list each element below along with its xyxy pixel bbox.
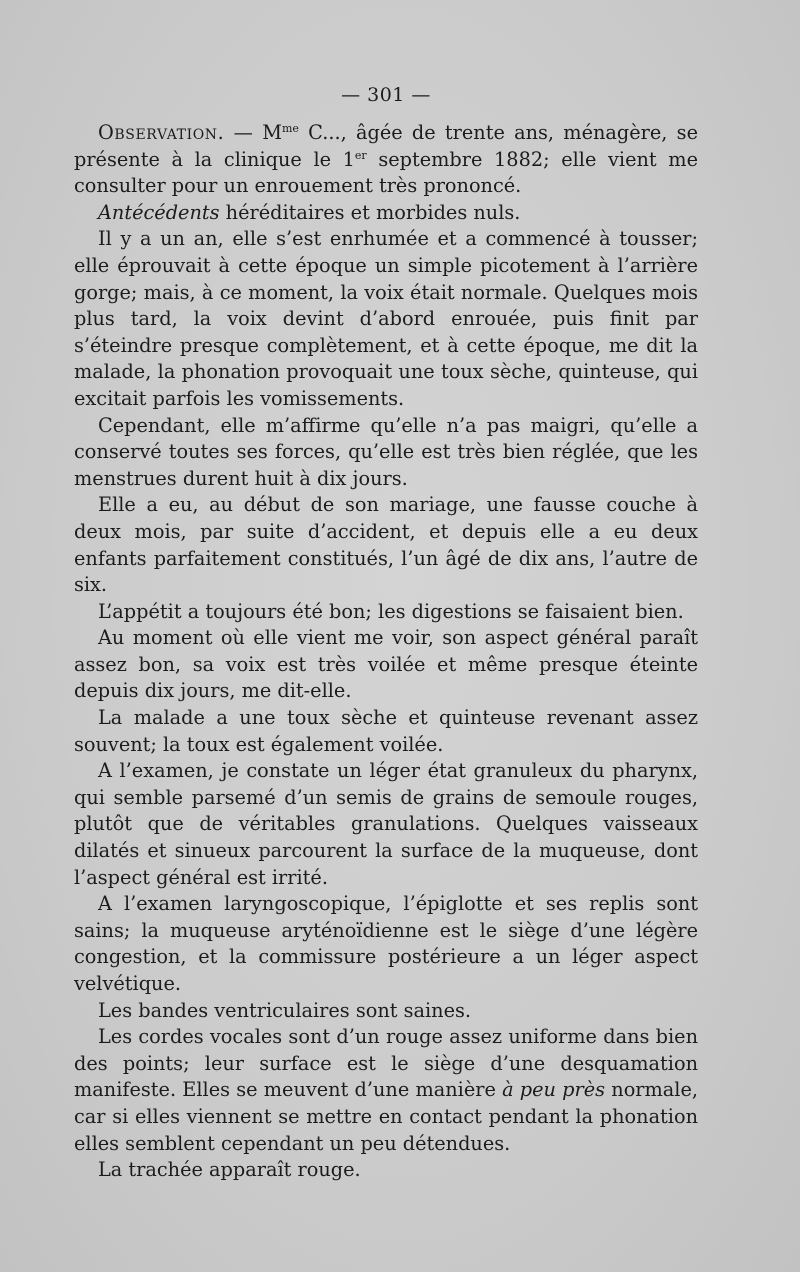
- paragraph-antecedents: [74, 200, 698, 227]
- paragraph-appetite: L’appétit a toujours été bon; les digestions se faisaient bien.: [98, 599, 684, 623]
- superscript-er: er: [354, 148, 367, 162]
- paragraph-visit: Au moment où elle vient me voir, son aspect général paraît assez bon, sa voix est très voilée et même presque éteinte depuis dix jours, me dit-elle.: [74, 626, 698, 703]
- paragraph-laryngoscopy: A l’examen laryngoscopique, l’épiglotte et ses replis sont sains; la muqueuse aryténoïdienne est le siège d’une légère congestion, et la commissure postérieure a un léger aspect velvétique.: [74, 892, 698, 995]
- title-m: M: [262, 121, 282, 144]
- page-body: [74, 120, 698, 1184]
- italic-term: Antécédents: [98, 200, 220, 224]
- paragraph-trachea: La trachée apparaît rouge.: [98, 1158, 361, 1182]
- paragraph-pharynx-exam: A l’examen, je constate un léger état granuleux du pharynx, qui semble parsemé d’un semis de grains de semoule rouges, plutôt que de véritables granulations. Quelques vaisseaux dilatés et sinueux parcourent la surface de la muqueuse, dont l’aspect général est irrité.: [74, 759, 698, 889]
- paragraph-history: Il y a un an, elle s’est enrhumée et a commencé à tousser; elle éprouvait à cette époque un simple picotement à l’arrière gorge; mais, à ce moment, la voix était normale. Quelques mois plus tard, la voix devint d’abord enrouée, puis finit par s’éteindre presque complètement, et à cette époque, me dit la malade, la phonation provoquait une toux sèche, quinteuse, qui excitait parfois les vomissements.: [74, 227, 698, 410]
- paragraph-text: héréditaires et morbides nuls.: [219, 200, 521, 224]
- italic-phrase: à peu près: [502, 1078, 606, 1102]
- paragraph-observation: [74, 120, 698, 200]
- superscript-me: me: [281, 122, 299, 135]
- paragraph-obstetric-history: Elle a eu, au début de son mariage, une fausse couche à deux mois, par suite d’accident, et depuis elle a eu deux enfants parfaitement constitués, l’un âgé de dix ans, l’autre de six.: [74, 493, 698, 597]
- observation-label: Observation.: [98, 121, 225, 144]
- paragraph-text: septembre 1882; elle vient me consulter pour un enrouement très prononcé.: [74, 147, 698, 198]
- paragraph-ventricular-bands: Les bandes ventriculaires sont saines.: [98, 998, 472, 1022]
- page-number: — 301 —: [341, 84, 431, 106]
- paragraph-vocal-cords: [74, 1024, 698, 1157]
- paragraph-text: C..., âgée de trente ans, ménagère, se présente à la clinique le 1: [74, 121, 698, 171]
- paragraph-cough: La malade a une toux sèche et quinteuse revenant assez souvent; la toux est également voilée.: [74, 706, 698, 756]
- em-dash: —: [224, 121, 263, 144]
- paragraph-general-state: Cependant, elle m’affirme qu’elle n’a pas maigri, qu’elle a conservé toutes ses forces, qu’elle est très bien réglée, que les menstrues durent huit à dix jours.: [74, 413, 698, 490]
- paragraph-text: Les cordes vocales sont d’un rouge assez uniforme dans bien des points; leur surface est le siège d’une desquamation manifeste. Elles se meuvent d’une manière: [74, 1025, 698, 1102]
- paragraph-text: normale, car si elles viennent se mettre en contact pendant la phonation elles semblent cependant un peu détendues.: [74, 1078, 699, 1155]
